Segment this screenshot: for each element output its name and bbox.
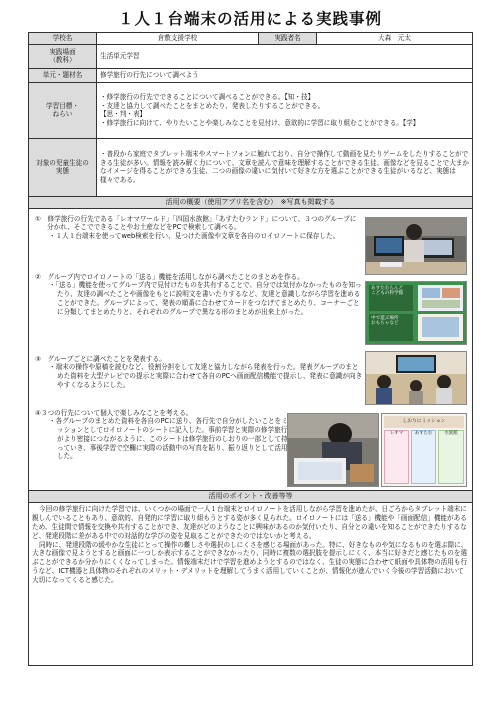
school-name: 倉敷支援学校 <box>97 33 259 45</box>
goals-list <box>97 82 473 138</box>
summary-paragraph: 今回の修学旅行に向けた学習では、いくつかの場面で一人１台端末とロイロノートを活用しながら学習を進めたが、日ごろからタブレット端末に親しんでいることもあり、意欲的、自発的に学習に取り組もうとする姿が多く見られた。ロイロノートには「送る」機能や「画面配信」機能があるため、生徒間で情報を交換や共有することができ、友達がどのようなことに興味があるのか気付いたり、自分との違いを知ることができたりするなど、発達段階に差がある中での対話的な学びの姿を見取ることができたのではないかと考える。 <box>32 504 467 540</box>
activity-detail: ・１人１台端末を使ってweb検索を行い、見つけた画像や文章を各自のロイロノートに保存した。 <box>49 232 340 241</box>
classroom-photo-pc-search <box>365 217 467 275</box>
practitioner-name: 大森 元太 <box>317 33 473 45</box>
mission-sheet-title: しおりにミッション <box>384 416 464 428</box>
activity-3 <box>35 355 363 390</box>
student-worksheet-photo <box>287 413 379 487</box>
goal-item: ・修学旅行に向けて、やりたいことや楽しみなことを見付け、意欲的に学習に取り組むことができる。【学】 <box>100 118 420 127</box>
presentation-photo <box>365 351 467 405</box>
unit-value: 修学旅行の行先について調べよう <box>97 68 473 82</box>
subject-value: 生活単元学習 <box>97 44 473 68</box>
goal-item: 【思・判・表】 <box>100 110 147 119</box>
practitioner-label: 実践者名 <box>259 33 317 45</box>
subject-label: 実践場面 （教科） <box>29 44 97 68</box>
practice-report <box>28 8 472 666</box>
points-summary <box>29 502 473 665</box>
mission-column: 水族館 <box>438 430 464 484</box>
activity-heading: ① 修学旅行の行先である「レオマワールド」「四国水族館」「あすたむランド」について、３つのグループに分かれ、そこでできることやお土産などをPCで検索して調べる。 <box>35 214 357 232</box>
students-description: ・普段から家庭でタブレット端末やスマートフォンに触れており、自分で操作して動画を見たりゲームをしたりすることができる生徒が多い。情報を読み解く力について、文章を読んで意味を理解することができる生徒、画像などを見ることで大まかなイメージを得ることができる生徒、二つの画像の違いに気付いて好きな方を選ぶことができる生徒がいるなど、実態は様々である。 <box>97 138 473 196</box>
activities-section <box>29 208 473 490</box>
activity-heading: ③ グループごとに調べたことを発表する。 <box>35 354 166 363</box>
slide-caption-2: 中で遊ぶ場所 おもちゃなど <box>371 315 399 327</box>
mission-sheet <box>381 413 467 487</box>
mission-column: あすたむ <box>411 430 436 484</box>
activity-heading: ② グループ内でロイロノートの「送る」機能を活用しながら調べたことのまとめを作る。 <box>35 272 304 281</box>
school-label: 学校名 <box>29 33 97 45</box>
overview-header: 活用の概要（使用アプリ名を含む） ※写真も掲載する <box>29 196 473 208</box>
activity-detail: ・「送る」機能を使ってグループ内で見付けたものを共有することで、自分では気付かなかったものを知ったり、友達の調べたことや画像をもとに説明文を書いたりするなど、友達と意識しながら学習を進めることができた。グループによって、発表の順番に合わせてカードをつなげてまとめたり、コーナーごとに分類してまとめたりと、それぞれのグループで異なる形のまとめが出来上がった。 <box>49 281 362 316</box>
activity-detail: ・各グループのまとめた資料を各自のPCに送り、各行先で自分がしたいことをミッションとしてロイロノートのシートに記入した。事前学習と実際の修学旅行がより密接につながるように、このシートは修学旅行のしおりの一部として持っていき、事後学習で空欄に実際の活動中の写真を貼り、振り返りとして活用した。 <box>49 417 288 461</box>
activity-heading: ④３つの行先について個人で楽しみなことを考える。 <box>35 408 193 417</box>
slide-caption-1: あすたむらんど こどもの科学館 <box>371 285 404 297</box>
points-header: 活用のポイント・改善等等 <box>29 490 473 502</box>
report-table <box>28 32 473 666</box>
activity-1 <box>35 215 357 241</box>
students-label: 対象の児童生徒の 実態 <box>29 138 97 196</box>
summary-paragraph: 同時に、発達段階の緩やかな生徒にとって操作の難しさや選択のしにくさを感じる場面があった。特に、好きなものや気になるものを選ぶ際に、大きな画像で見ようとすると画面に一つしか表示することができなかったり、同時に複数の選択肢を提示しにくく、本当に好きだと感じたものを選ぶことができるか分かりにくくなってしまった。情報端末だけで学習を進めようとするのではなく、生徒の実態に合わせて紙面や具体物の活用も行うなど、ICT機器と具体物のそれぞれのメリット・デメリットを理解してうまく活用していくことが、情報化が進んでいく今後の学習活動において大切になってくると感じた。 <box>32 540 468 585</box>
goals-label: 学習目標・ ねらい <box>29 82 97 138</box>
goal-item: ・友達と協力して調べたことをまとめたり、発表したりすることができる。 <box>100 101 325 110</box>
activity-detail: ・端末の操作や原稿を読むなど、役割分担をして友達と協力しながら発表を行った。発表グループのまとめた資料を大型テレビでの提示と実際に合わせて各自のPCへ画面配信機能で提示し、発表に意識が向きやすくなるようにした。 <box>49 363 363 389</box>
goal-item: ・修学旅行の行先でできることについて調べることができる。【知・技】 <box>100 92 315 101</box>
unit-label: 単元・題材名 <box>29 68 97 82</box>
page-title: １人１台端末の活用による実践事例 <box>117 10 382 28</box>
activity-2 <box>35 273 363 317</box>
mission-column: レオマ <box>384 430 409 484</box>
loilo-note-slide <box>365 281 467 345</box>
